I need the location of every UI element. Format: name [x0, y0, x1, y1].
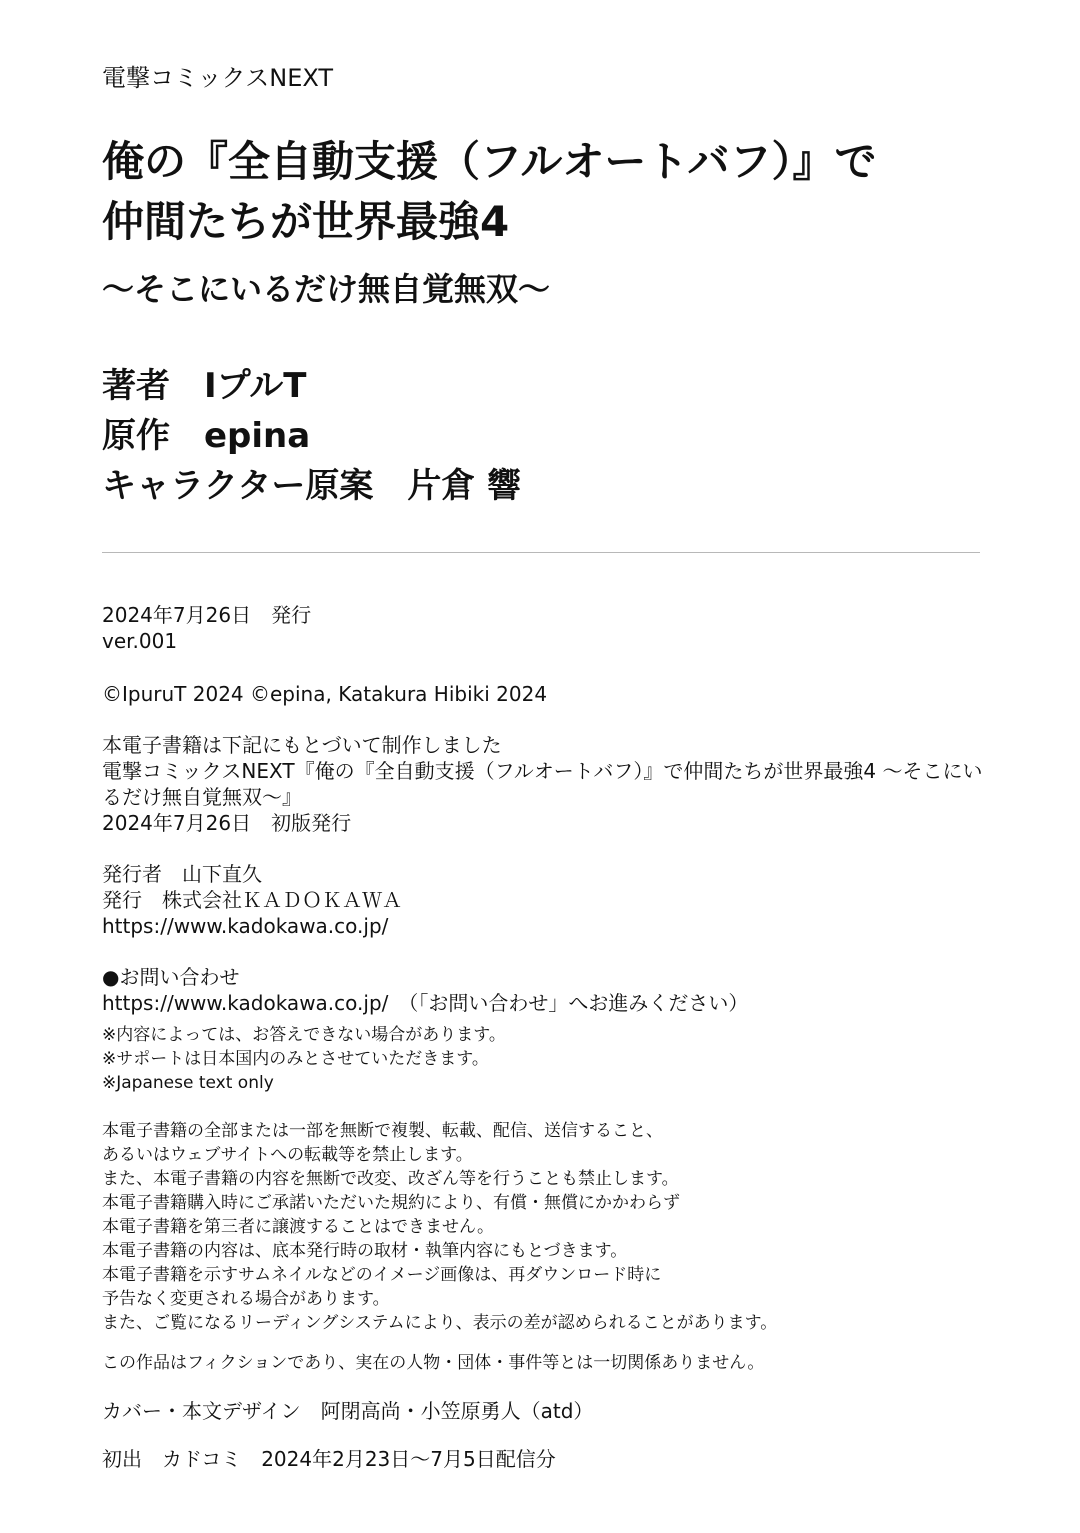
fiction-notice: この作品はフィクションであり、実在の人物・団体・事件等とは一切関係ありません。	[102, 1353, 765, 1373]
credit-role: 著者	[102, 366, 170, 406]
source-line: 電撃コミックスNEXT『俺の『全自動支援（フルオートバフ）』で仲間たちが世界最強4 〜そこにい	[102, 759, 983, 783]
copyright: ©IpuruT 2024 ©epina, Katakura Hibiki 2024	[102, 682, 548, 706]
first-appearance: 初出 カドコミ 2024年2月23日〜7月5日配信分	[102, 1447, 556, 1471]
credit-name: epina	[204, 416, 311, 456]
divider	[102, 552, 980, 553]
legal-line: 本電子書籍の内容は、底本発行時の取材・執筆内容にもとづきます。	[102, 1241, 628, 1261]
legal-line: 予告なく変更される場合があります。	[102, 1289, 390, 1309]
inquiry-note: ※Japanese text only	[102, 1073, 274, 1093]
title-line-1: 俺の『全自動支援（フルオートバフ）』で	[102, 137, 877, 186]
publisher-url: https://www.kadokawa.co.jp/	[102, 914, 389, 938]
legal-line: あるいはウェブサイトへの転載等を禁止します。	[102, 1145, 473, 1165]
publication-info	[102, 602, 311, 654]
legal-line: 本電子書籍を第三者に譲渡することはできません。	[102, 1217, 495, 1237]
book-title	[102, 132, 876, 252]
version: ver.001	[102, 629, 178, 653]
source-line: 2024年7月26日 初版発行	[102, 811, 352, 835]
legal-line: 本電子書籍の全部または一部を無断で複製、転載、配信、送信すること、	[102, 1121, 663, 1141]
legal-line: 本電子書籍購入時にご承諾いただいた規約により、有償・無償にかかわらず	[102, 1193, 680, 1213]
source-line: 本電子書籍は下記にもとづいて制作しました	[102, 733, 502, 757]
inquiry-note: ※内容によっては、お答えできない場合があります。	[102, 1025, 506, 1045]
design-credit: カバー・本文デザイン 阿閉高尚・小笠原勇人（atd）	[102, 1399, 594, 1423]
book-subtitle: 〜そこにいるだけ無自覚無双〜	[102, 270, 551, 308]
credit-name: 片倉 響	[407, 466, 522, 506]
credit-character-design	[102, 464, 521, 508]
inquiry-notes	[102, 1023, 506, 1095]
legal-line: また、ご覧になるリーディングシステムにより、表示の差が認められることがあります。	[102, 1313, 778, 1333]
credit-author	[102, 364, 306, 408]
credit-name: IプルT	[204, 366, 307, 406]
inquiry-heading: ●お問い合わせ	[102, 965, 240, 989]
legal-line: 本電子書籍を示すサムネイルなどのイメージ画像は、再ダウンロード時に	[102, 1265, 662, 1285]
inquiry-note: ※サポートは日本国内のみとさせていただきます。	[102, 1049, 489, 1069]
inquiry-url: https://www.kadokawa.co.jp/ （「お問い合わせ」へお進みください）	[102, 991, 749, 1015]
credit-role: キャラクター原案	[102, 466, 374, 506]
credit-role: 原作	[102, 416, 170, 456]
imprint-label: 電撃コミックスNEXT	[102, 64, 334, 92]
legal-line: また、本電子書籍の内容を無断で改変、改ざん等を行うことも禁止します。	[102, 1169, 679, 1189]
source-line: るだけ無自覚無双〜』	[102, 785, 302, 809]
publisher-info	[102, 861, 402, 939]
title-line-2: 仲間たちが世界最強4	[102, 197, 510, 246]
publication-date: 2024年7月26日 発行	[102, 603, 312, 627]
credit-original	[102, 414, 310, 458]
source-edition	[102, 732, 982, 836]
legal-notice	[102, 1119, 777, 1335]
publisher-person: 発行者 山下直久	[102, 862, 262, 886]
publisher-company: 発行 株式会社ＫＡＤＯＫＡＷＡ	[102, 888, 402, 912]
inquiry-section	[102, 964, 748, 1016]
